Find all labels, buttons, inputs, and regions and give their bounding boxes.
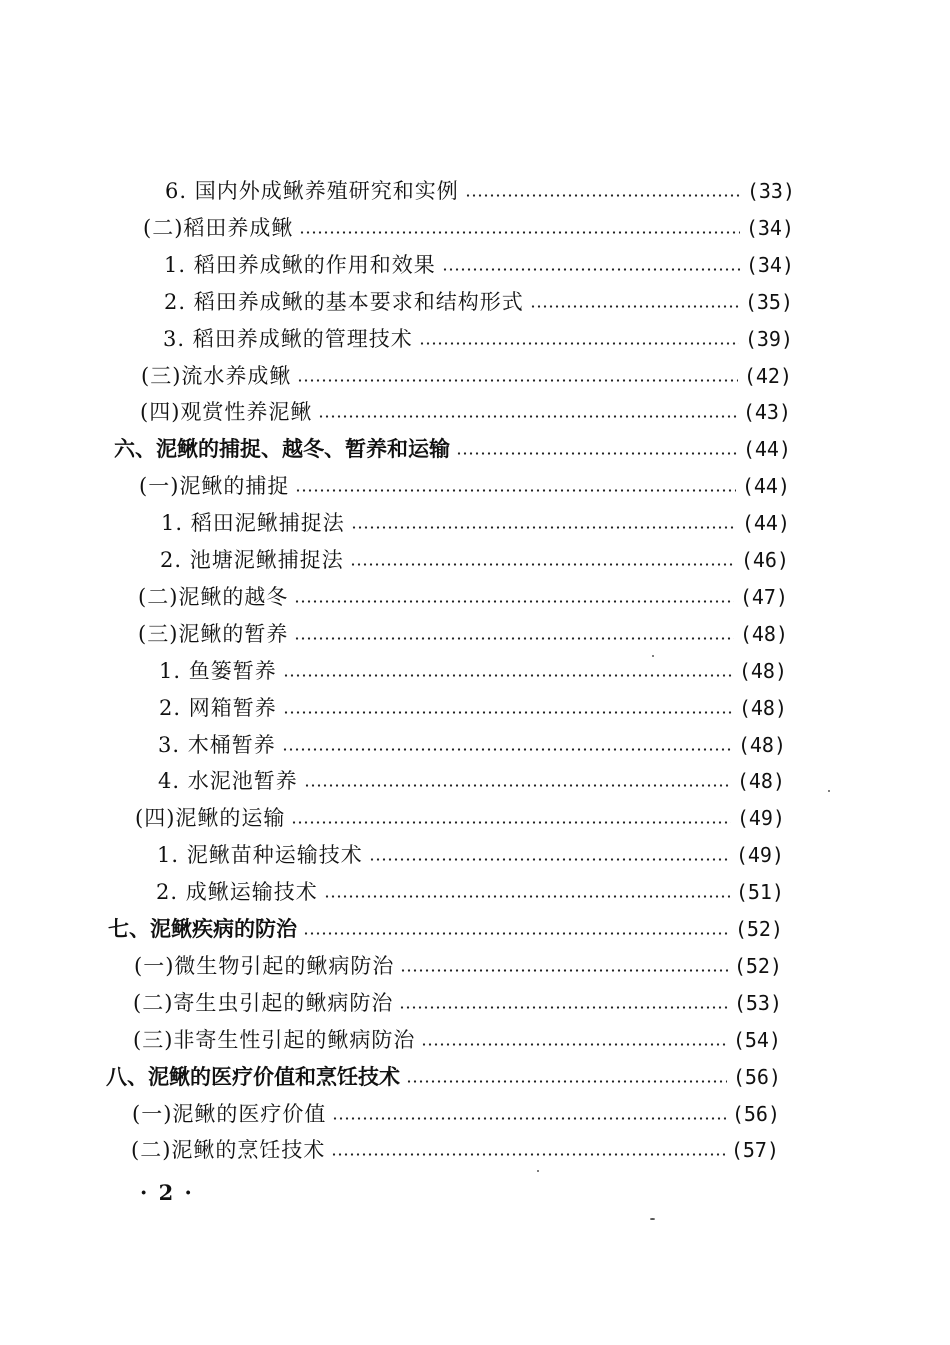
toc-entry-page: (35) [744, 289, 793, 314]
toc-entry [106, 1059, 781, 1096]
toc-entry-title: 2. 网箱暂养 [159, 695, 277, 720]
toc-entry [163, 321, 793, 358]
toc-entry [161, 505, 790, 542]
toc-entry-page: (48) [738, 695, 787, 720]
toc-entry-title: 3. 木桶暂养 [158, 732, 276, 757]
toc-dot-leader [283, 674, 733, 677]
toc-dot-leader [299, 231, 739, 234]
toc-entry-page: (52) [733, 953, 782, 978]
toc-entry-title: 2. 成鳅运输技术 [156, 880, 318, 905]
toc-entry [141, 358, 792, 395]
toc-dot-leader [318, 415, 736, 418]
toc-entry-title: 6. 国内外成鳅养殖研究和实例 [165, 179, 459, 203]
toc-entry-title: 1. 稻田养成鳅的作用和效果 [164, 252, 436, 277]
toc-entry [158, 727, 786, 764]
scan-speck [650, 1218, 655, 1220]
toc-entry-page: (47) [739, 584, 788, 609]
toc-entry-page: (48) [738, 658, 787, 683]
toc-entry-page: (42) [743, 363, 792, 388]
toc-entry-title: (四)观赏性养泥鳅 [140, 400, 313, 425]
toc-entry [132, 1096, 780, 1133]
toc-entry-page: (54) [732, 1027, 781, 1052]
toc-dot-leader [297, 379, 737, 382]
toc-entry [134, 948, 782, 985]
toc-entry-page: (48) [737, 732, 786, 757]
toc-entry-page: (33) [746, 179, 795, 203]
toc-entry-title: (二)泥鳅的越冬 [138, 584, 289, 609]
toc-entry-page: (51) [735, 880, 784, 905]
toc-entry [158, 763, 785, 800]
toc-entry-title: (二)稻田养成鳅 [143, 215, 294, 240]
toc-entry [164, 284, 793, 321]
toc-entry [138, 616, 788, 653]
toc-dot-leader [351, 526, 736, 529]
toc-dot-leader [400, 969, 727, 972]
toc-dot-leader [419, 342, 739, 345]
toc-entry-title: (一)微生物引起的鳅病防治 [134, 953, 395, 978]
toc-dot-leader [294, 600, 733, 603]
toc-entry-title: 1. 泥鳅苗种运输技术 [157, 843, 363, 868]
toc-dot-leader [350, 563, 735, 566]
toc-dot-leader [304, 784, 731, 787]
toc-entry [131, 1132, 779, 1169]
toc-entry-page: (53) [733, 990, 782, 1015]
toc-entry-page: (49) [735, 843, 784, 868]
toc-dot-leader [295, 489, 735, 492]
toc-entry-page: (56) [731, 1101, 780, 1126]
toc-entry [156, 874, 784, 911]
toc-entry-title: (三)流水养成鳅 [141, 363, 292, 388]
toc-entry-page: (34) [745, 215, 794, 240]
toc-entry-page: (39) [744, 326, 793, 351]
toc-entry [135, 800, 785, 837]
toc-entry [160, 542, 789, 579]
toc-entry [164, 247, 794, 284]
toc-entry-title: (一)泥鳅的医疗价值 [132, 1101, 327, 1126]
toc-entry-title: (二)寄生虫引起的鳅病防治 [133, 990, 394, 1015]
toc-entry-title: 4. 水泥池暂养 [158, 769, 298, 794]
toc-entry [159, 653, 787, 690]
toc-entry-page: (56) [732, 1064, 781, 1089]
toc-entry [108, 911, 783, 948]
toc-dot-leader [442, 268, 740, 271]
toc-entry-page: (44) [741, 474, 790, 499]
toc-dot-leader [421, 1043, 726, 1046]
toc-entry-title: (四)泥鳅的运输 [135, 806, 286, 831]
toc-dot-leader [406, 1080, 727, 1083]
toc-dot-leader [324, 895, 730, 898]
toc-entry [138, 579, 788, 616]
toc-dot-leader [369, 858, 730, 861]
toc-entry [139, 468, 790, 505]
toc-entry-page: (43) [742, 400, 791, 425]
toc-entry [159, 690, 787, 727]
toc-dot-leader [331, 1153, 724, 1156]
toc-entry-title: 七、泥鳅疾病的防治 [108, 917, 297, 941]
toc-dot-leader [282, 748, 732, 751]
toc-entry-title: 1. 稻田泥鳅捕捉法 [161, 511, 345, 536]
toc-entry-title: 六、泥鳅的捕捉、越冬、暂养和运输 [114, 437, 450, 462]
toc-dot-leader [399, 1006, 727, 1009]
scan-speck [652, 655, 654, 657]
toc-entry-page: (52) [734, 917, 783, 941]
toc-entry [165, 173, 795, 210]
toc-entry-title: (三)泥鳅的暂养 [138, 621, 289, 646]
toc-entry-page: (57) [730, 1138, 779, 1163]
toc-dot-leader [283, 711, 733, 714]
toc-entry-title: (二)泥鳅的烹饪技术 [131, 1138, 326, 1163]
toc-entry-title: 2. 稻田养成鳅的基本要求和结构形式 [164, 289, 524, 314]
page-number: · 2 · [140, 1180, 194, 1205]
toc-entry-page: (48) [736, 769, 785, 794]
toc-entry-page: (49) [736, 806, 785, 831]
toc-dot-leader [530, 305, 739, 308]
toc-entry-title: 2. 池塘泥鳅捕捉法 [160, 548, 344, 572]
toc-entry-page: (44) [741, 511, 790, 536]
toc-entry [133, 985, 782, 1022]
toc-entry-page: (34) [745, 252, 794, 277]
toc-entry-page: (44) [742, 437, 791, 462]
toc-dot-leader [456, 452, 737, 455]
toc-dot-leader [291, 821, 730, 824]
toc-entry-page: (48) [739, 621, 788, 646]
scan-speck [828, 790, 830, 792]
toc-entry [140, 394, 791, 431]
toc-dot-leader [332, 1117, 725, 1120]
toc-dot-leader [465, 194, 741, 197]
toc-entry [133, 1022, 781, 1059]
toc-entry [114, 431, 791, 468]
toc-entry-page: (46) [740, 548, 789, 572]
toc-entry [143, 210, 794, 247]
toc-dot-leader [303, 932, 729, 935]
toc-entry-title: (三)非寄生性引起的鳅病防治 [133, 1027, 416, 1052]
toc-entry [157, 837, 784, 874]
scan-speck [537, 1170, 539, 1172]
toc-dot-leader [294, 637, 733, 640]
toc-entry-title: 1. 鱼篓暂养 [159, 658, 277, 683]
toc-entry-title: 3. 稻田养成鳅的管理技术 [163, 326, 413, 351]
toc-entry-title: (一)泥鳅的捕捉 [139, 474, 290, 499]
toc-entry-title: 八、泥鳅的医疗价值和烹饪技术 [106, 1064, 400, 1089]
